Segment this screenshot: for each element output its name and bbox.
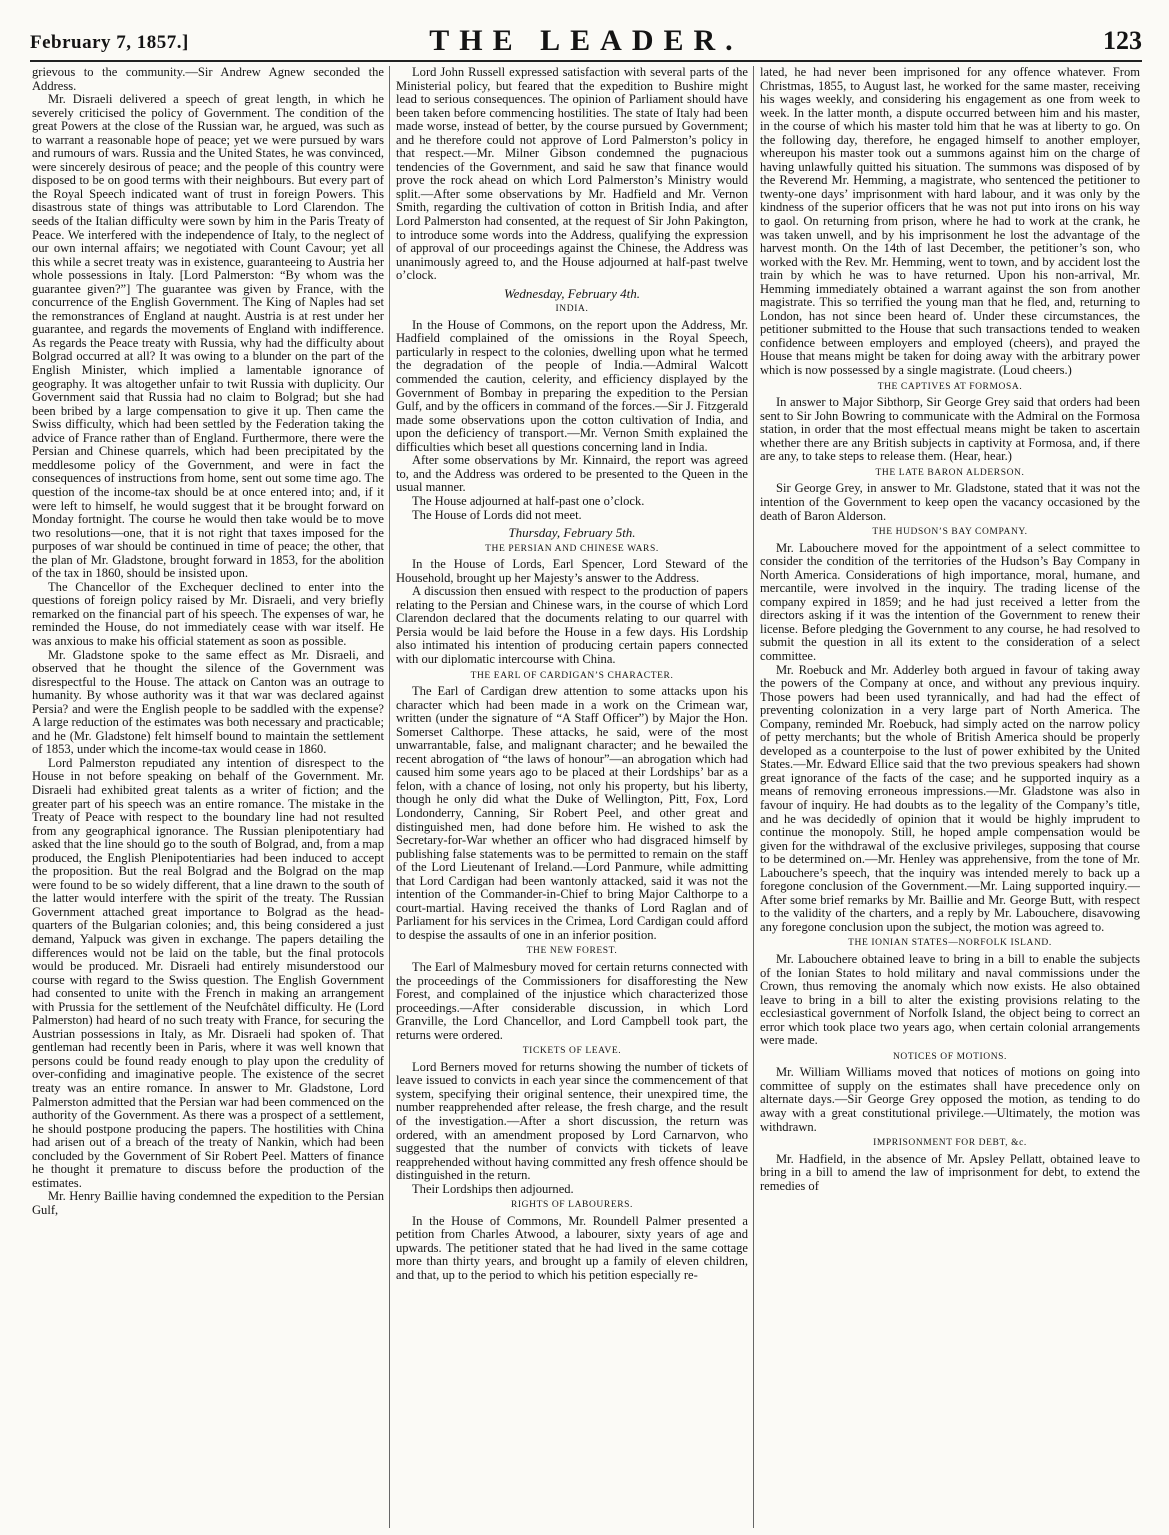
article-paragraph: In answer to Major Sibthorp, Sir George Grey said that orders had been sent to Sir John Bowring to communicate with the Admiral on the Formosa station, in order that the most effectual means might be taken to ascertain whether there are any British subjects in captivity at Formosa, and, if there are any, to take steps to release them. (Hear, hear.)	[760, 395, 1140, 464]
section-heading: INDIA.	[555, 304, 589, 315]
column-3	[760, 66, 1140, 1528]
section-heading: TICKETS OF LEAVE.	[522, 1046, 622, 1057]
article-paragraph: grievous to the community.—Sir Andrew Agnew seconded the Address.	[32, 66, 384, 93]
column-1	[32, 66, 384, 1528]
article-paragraph: Mr. Gladstone spoke to the same effect as Mr. Disraeli, and observed that he thought the silence of the Government was disrespectful to the House. The attack on Canton was an outrage to humanity. By whose authority was it that war was declared against Persia? and were the English people to be saddled with the expense? A large reduction of the estimates was both necessary and practicable; and he (Mr. Gladstone) felt himself bound to maintain the settlement of 1853, under which the income-tax would cease in 1860.	[32, 647, 384, 757]
section-heading: RIGHTS OF LABOURERS.	[510, 1200, 634, 1211]
article-paragraph: lated, he had never been imprisoned for any offence whatever. From Christmas, 1855, to August last, he worked for the same master, receiving his wages weekly, and considering his engagement as one from week to week. In the latter month, a dispute occurred between him and his master, in the course of which his master told him that he was at liberty to go. On the following day, therefore, he engaged himself to another employer, whereupon his master took out a summons against him on the charge of having unlawfully quitted his situation. The summons was disposed of by the Reverend Mr. Hemming, a magistrate, who sentenced the petitioner to twenty-one days’ imprisonment with hard labour, and it was only by the kindness of the superior officers that he was not put into irons on his way to gaol. On returning from prison, where he had to work at the crank, he was taken unwell, and by his imprisonment he lost the advantage of the harvest month. On the 14th of last December, the petitioner’s son, who worked with the Rev. Mr. Hemming, went to town, and by accident lost the train by which he was to have returned. Upon his non-arrival, Mr. Hemming immediately obtained a warrant against the son from another magistrate. This so terrified the young man that he fled, and, returning to London, has not since been heard of. Under these circumstances, the petitioner submitted to the House that such transactions tended to weaken confidence between employers and employed (cheers), and prayed the House that means might be taken for doing away with the arbitrary power which is now possessed by a single magistrate. (Loud cheers.)	[760, 66, 1140, 378]
column-divider	[753, 66, 754, 1528]
article-paragraph: The Chancellor of the Exchequer declined to enter into the questions of foreign policy raised by Mr. Disraeli, and very briefly remarked on the financial part of his speech. The expenses of war, he reminded the House, do not immediately cease with war itself. He was anxious to make his official statement as soon as possible.	[32, 579, 384, 648]
column-2	[396, 66, 748, 1528]
section-heading: THE NEW FOREST.	[526, 946, 618, 957]
article-paragraph: In the House of Commons, Mr. Roundell Palmer presented a petition from Charles Atwood, a labourer, sixty years of age and upwards. The petitioner stated that he had lived in the same cottage more than thirty years, and brought up a family of eleven children, and that, up to the period to which his petition especially re-	[396, 1213, 748, 1283]
section-heading: THE LATE BARON ALDERSON.	[875, 467, 1025, 478]
issue-date: February 7, 1857.]	[30, 32, 189, 53]
article-paragraph: The House of Lords did not meet.	[412, 507, 582, 522]
article-paragraph: Sir George Grey, in answer to Mr. Gladstone, stated that it was not the intention of the Government to keep open the vacancy occasioned by the death of Baron Alderson.	[760, 481, 1140, 523]
date-heading: Wednesday, February 4th.	[504, 285, 640, 301]
article-paragraph: The House adjourned at half-past one o’clock.	[412, 493, 645, 508]
masthead	[30, 18, 1142, 57]
article-paragraph: The Earl of Malmesbury moved for certain returns connected with the proceedings of the Commissioners for disafforesting the New Forest, and complained of the injustice which characterized those proceedings.—After considerable discussion, in which Lord Granville, the Lord Chancellor, and Lord Campbell took part, the returns were ordered.	[396, 960, 748, 1042]
article-paragraph: Lord Palmerston repudiated any intention of disrespect to the House in not before speaking on behalf of the Government. Mr. Disraeli had exhibited great talents as a writer of fiction; and the greater part of his speech was an entire romance. The mistake in the Treaty of Peace with respect to the boundary line had not resulted from any geographical ignorance. The Russian plenipotentiary had asked that the line should go to the south of Bolgrad, and, from a map produced, the English Plenipotentiaries had been induced to accept the proposition. But the real Bolgrad and the Bolgrad on the map were found to be so widely different, that a line drawn to the south of the latter would interfere with the spirit of the treaty. The Russian Government attached great importance to Bolgrad as the head-quarters of the Bulgarian colonies; and, this being considered a just demand, Yalpuck was given in exchange. The papers detailing the differences would not be laid on the table, but the final protocols would be produced. Mr. Disraeli had entirely misunderstood our course with regard to the Swiss question. The English Government had consented to unite with the French in making an arrangement with Prussia for the settlement of the Neufchâtel difficulty. He (Lord Palmerston) had heard of no such treaty with France, for securing the Austrian possessions in Italy, as Mr. Disraeli had spoken of. That gentleman had recently been in Paris, where it was well known that persons could be found ready enough to play upon the credulity of over-confiding and imaginative people. The existence of the secret treaty was an entire romance. In answer to Mr. Gladstone, Lord Palmerston admitted that the Persian war had been commenced on the authority of the Government. As there was a prospect of a settlement, he should postpone producing the papers. The hostilities with China had arisen out of a breach of the treaty of Nankin, which had been concluded by the Government of Sir Robert Peel. Matters of finance he thought it premature to discuss before the production of the estimates.	[32, 755, 384, 1190]
article-paragraph: Lord Berners moved for returns showing the number of tickets of leave issued to convicts in each year since the commencement of that system, specifying their original sentence, their unexpired time, the number reapprehended after release, the fresh charge, and the result of the investigation.—After a short discussion, the return was ordered, with an amendment proposed by Lord Carnarvon, who suggested that the number of convicts with tickets of leave reapprehended without having committed any fresh offence should be distinguished in the return.	[396, 1059, 748, 1183]
masthead-rule	[30, 60, 1142, 62]
article-paragraph: After some observations by Mr. Kinnaird, the report was agreed to, and the Address was ordered to be presented to the Queen in the usual manner.	[396, 453, 748, 495]
date-heading: Thursday, February 5th.	[508, 525, 636, 541]
article-paragraph: Lord John Russell expressed satisfaction with several parts of the Ministerial policy, but feared that the expedition to Bushire might lead to serious consequences. The opinion of Parliament should have been taken before commencing hostilities. The state of Italy had been made worse, instead of better, by the course pursued by Government; and he therefore could not approve of Lord Palmerston’s policy in that respect.—Mr. Milner Gibson condemned the pugnacious tendencies of the Government, and said he saw that finance would prove the rock ahead on which Lord Palmerston’s Ministry would split.—After some observations by Mr. Hadfield and Mr. Vernon Smith, regarding the cultivation of cotton in British India, and after Lord Palmerston had consented, at the request of Sir John Pakington, to introduce some words into the Address, qualifying the expression of approval of our proceedings against the Chinese, the Address was unanimously agreed to, and the House adjourned at half-past twelve o’clock.	[396, 66, 748, 283]
section-heading: THE PERSIAN AND CHINESE WARS.	[485, 543, 659, 554]
article-paragraph: Their Lordships then adjourned.	[412, 1181, 574, 1196]
column-divider	[389, 66, 390, 1528]
article-paragraph: In the House of Commons, on the report upon the Address, Mr. Hadfield complained of the omissions in the Royal Speech, particularly in respect to the colonies, dwelling upon what he termed the degradation of the people of India.—Admiral Walcott commended the caution, celerity, and efficiency displayed by the Government of Bombay in preparing the expedition to the Persian Gulf, and by the officers in command of the forces.—Sir J. Fitzgerald made some observations upon the cotton cultivation of India, and upon the deficiency of transport.—Mr. Vernon Smith explained the difficulties which beset all questions concerning land in India.	[396, 317, 748, 454]
article-paragraph: The Earl of Cardigan drew attention to some attacks upon his character which had been made in a work on the Crimean war, written (under the signature of “A Staff Officer”) by Major the Hon. Somerset Calthorpe. These attacks, he said, were of the most unwarrantable, false, and malignant character; and he bewailed the recent abrogation of “the laws of honour”—an abrogation which had caused him some years ago to be placed at their Lordships’ bar as a felon, with a chance of losing, not only his property, but his liberty, though he only did what the Duke of Wellington, Pitt, Fox, Lord Londonderry, Canning, Sir Robert Peel, and other great and distinguished men, had done before him. He wished to ask the Secretary-for-War whether an officer who had disgraced himself by publishing false statements was to be permitted to remain on the staff of the Lord Lieutenant of Ireland.—Lord Panmure, while admitting that Lord Cardigan had been wantonly attacked, said it was not the intention of the Commander-in-Chief to bring Major Calthorpe to a court-martial. Having received the thanks of Lord Raglan and of Parliament for his services in the Crimea, Lord Cardigan could afford to despise the assaults of one in an inferior position.	[396, 684, 748, 942]
article-paragraph: Mr. Hadfield, in the absence of Mr. Apsley Pellatt, obtained leave to bring in a bill to amend the law of imprisonment for debt, to extend the remedies of	[760, 1151, 1140, 1193]
article-paragraph: Mr. William Williams moved that notices of motions on going into committee of supply on the estimates shall have precedence only on alternate days.—Sir George Grey opposed the motion, as tending to do away with a great constitutional privilege.—Ultimately, the motion was withdrawn.	[760, 1065, 1140, 1134]
article-paragraph: A discussion then ensued with respect to the production of papers relating to the Persian and Chinese wars, in the course of which Lord Clarendon declared that the documents relating to our quarrel with Persia would be laid before the House in a few days. His Lordship also intimated his intention of producing certain papers connected with our diplomatic intercourse with China.	[396, 584, 748, 666]
article-paragraph: Mr. Roebuck and Mr. Adderley both argued in favour of taking away the powers of the Company at once, and without any previous inquiry. Those powers had been used tyrannically, and had had the effect of preventing colonization in a very large part of North America. The Company, reminded Mr. Roebuck, had simply acted on the narrow policy of petty merchants; but the whole of British America should be properly developed as a counterpoise to the lust of power exhibited by the United States.—Mr. Edward Ellice said that the two previous speakers had shown great ignorance of the facts of the case; and he supported inquiry as a means of removing erroneous impressions.—Mr. Gladstone was also in favour of inquiry. He had doubts as to the legality of the Company’s title, and he was decidedly of opinion that it would be highly imprudent to continue the monopoly. Still, he hoped ample compensation would be given for the withdrawal of the exclusive privileges, supposing that course to be determined on.—Mr. Henley was apprehensive, from the tone of Mr. Labouchere’s speech, that the inquiry was intended merely to back up a foregone conclusion of the Government.—Mr. Laing supported inquiry.—After some brief remarks by Mr. Baillie and Mr. George Butt, with respect to the validity of the charters, and a reply by Mr. Labouchere, disavowing any foregone conclusion upon the subject, the motion was agreed to.	[760, 662, 1140, 934]
article-paragraph: Mr. Labouchere moved for the appointment of a select committee to consider the condition of the territories of the Hudson’s Bay Company in North America. Considerations of high importance, moral, humane, and mercantile, were involved in the inquiry. The trading license of the company expired in 1859; and he had just received a letter from the directors asking if it was the intention of the Government to renew their license. Before pledging the Government to any course, he had resolved to submit the question in all its extent to the consideration of a select committee.	[760, 540, 1140, 663]
section-heading: IMPRISONMENT FOR DEBT, &c.	[873, 1138, 1027, 1149]
section-heading: NOTICES OF MOTIONS.	[892, 1051, 1008, 1062]
section-heading: THE IONIAN STATES—NORFOLK ISLAND.	[848, 938, 1052, 949]
section-heading: THE EARL OF CARDIGAN’S CHARACTER.	[470, 670, 674, 681]
newspaper-title: THE LEADER.	[429, 24, 743, 57]
article-paragraph: Mr. Labouchere obtained leave to bring in a bill to enable the subjects of the Ionian States to hold military and naval commissions under the Crown, thus removing the anomaly which now exists. He also obtained leave to bring in a bill to alter the existing provisions relating to the ecclesiastical government of Norfolk Island, the object being to correct an error which took place two years ago, when certain colonial arrangements were made.	[760, 952, 1140, 1048]
article-paragraph: Mr. Disraeli delivered a speech of great length, in which he severely criticised the policy of Government. The condition of the great Powers at the close of the Russian war, he argued, was such as to warrant a reasonable hope of peace; yet we were pursued by wars and rumours of wars. Russia and the United States, he was convinced, were sincerely desirous of peace; and the people of this country were disposed to be on good terms with their neighbours. But every part of the Royal Speech indicated want of trust in foreign Powers. This disastrous state of things was attributable to Lord Clarendon. The seeds of the Italian difficulty were sown by him in the Paris Treaty of Peace. We interfered with the independence of Italy, to the neglect of our own internal affairs; we negotiated with Count Cavour; yet all this while a secret treaty was in existence, guaranteeing to Austria her whole possessions in Italy. [Lord Palmerston: “By whom was the guarantee given?”] The guarantee was given by France, with the concurrence of the English Government. The King of Naples had set the remonstrances of England at naught. Austria is at rest under her guarantee, and regards the movements of England with indifference. As regards the Peace treaty with Russia, why had the difficulty about Bolgrad occurred at all? It was owing to a blunder on the part of the English Minister, which implied a lamentable ignorance of geography. It was altogether unfair to twit Russia with duplicity. Our Government said that Russia had no claim to Bolgrad; but she had been bribed by a large compensation to give it up. Then came the Swiss difficulty, which had been settled by the Federation taking the advice of France rather than of England. Furthermore, there were the Persian and Chinese quarrels, which had been precipitated by the meddlesome policy of the Government, and were in fact the consequences of instructions from home, sent out some time ago. The question of the income-tax should be at once entered into; and, if it were left to himself, he would suggest that it be brought forward on Monday fortnight. The course he would then take would be to move two resolutions—one, that it is not right that taxes imposed for the purposes of war should be continued in time of peace; the other, that the plan of Mr. Gladstone, brought forward in 1853, for the abolition of the tax in 1860, should be insisted upon.	[32, 92, 384, 581]
article-paragraph: In the House of Lords, Earl Spencer, Lord Steward of the Household, brought up her Majesty’s answer to the Address.	[396, 557, 748, 585]
columns	[30, 66, 1142, 1528]
section-heading: THE HUDSON’S BAY COMPANY.	[872, 527, 1028, 538]
article-paragraph: Mr. Henry Baillie having condemned the expedition to the Persian Gulf,	[32, 1189, 384, 1217]
page-number: 123	[1103, 26, 1142, 55]
section-heading: THE CAPTIVES AT FORMOSA.	[877, 381, 1023, 392]
